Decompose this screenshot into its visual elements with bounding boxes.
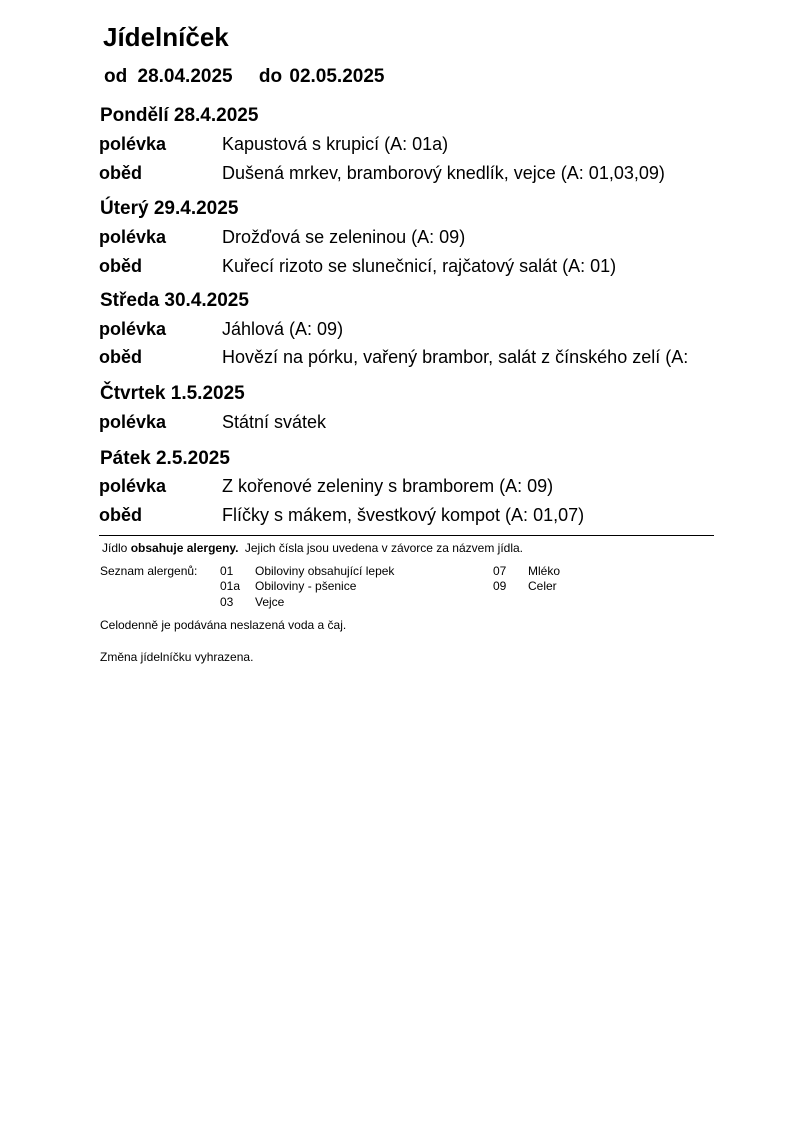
change-note: Změna jídelníčku vyhrazena.	[100, 650, 254, 664]
allergen-code: 01a	[220, 579, 241, 593]
meal-label-soup: polévka	[99, 227, 167, 247]
water-note: Celodenně je podávána neslazená voda a čaj.	[100, 618, 347, 632]
allergen-name: Mléko	[528, 564, 561, 578]
meal-text: Státní svátek	[222, 412, 327, 432]
day-heading: Úterý 29.4.2025	[100, 198, 239, 219]
allergen-notice	[102, 541, 523, 555]
meal-label-lunch: oběd	[99, 256, 142, 276]
meal-text: Flíčky s mákem, švestkový kompot (A: 01,07)	[222, 505, 585, 525]
allergen-code: 09	[493, 579, 507, 593]
allergen-code: 01	[220, 564, 234, 578]
to-date: 02.05.2025	[289, 66, 385, 87]
meal-text: Jáhlová (A: 09)	[222, 319, 344, 339]
meal-text: Kapustová s krupicí (A: 01a)	[222, 134, 449, 154]
allergen-notice-b: obsahuje alergeny.	[130, 541, 239, 555]
meal-text: Dušená mrkev, bramborový knedlík, vejce (A: 01,03,09)	[222, 163, 665, 183]
allergen-code: 03	[220, 595, 234, 609]
meal-label-lunch: oběd	[99, 163, 142, 183]
meal-label-lunch: oběd	[99, 505, 142, 525]
meal-text: Drožďová se zeleninou (A: 09)	[222, 227, 466, 247]
meal-text: Z kořenové zeleniny s bramborem (A: 09)	[222, 476, 554, 496]
page-title: Jídelníček	[103, 22, 229, 52]
allergen-name: Obiloviny obsahující lepek	[255, 564, 395, 578]
allergen-notice-a: Jídlo	[102, 541, 128, 555]
allergen-name: Obiloviny - pšenice	[255, 579, 357, 593]
allergen-code: 07	[493, 564, 507, 578]
allergen-list-label: Seznam alergenů:	[100, 564, 198, 578]
meal-label-soup: polévka	[99, 319, 167, 339]
day-heading: Pondělí 28.4.2025	[100, 105, 259, 126]
allergen-name: Vejce	[255, 595, 285, 609]
meal-label-soup: polévka	[99, 134, 167, 154]
day-heading: Pátek 2.5.2025	[100, 448, 230, 469]
day-heading: Středa 30.4.2025	[100, 290, 249, 311]
day-heading: Čtvrtek 1.5.2025	[100, 383, 245, 404]
from-date: 28.04.2025	[137, 66, 233, 87]
meal-text: Kuřecí rizoto se slunečnicí, rajčatový salát (A: 01)	[222, 256, 617, 276]
meal-label-lunch: oběd	[99, 347, 142, 367]
to-label: do	[258, 66, 283, 87]
allergen-name: Celer	[528, 579, 557, 593]
allergen-notice-c: Jejich čísla jsou uvedena v závorce za názvem jídla.	[244, 541, 523, 555]
from-label: od	[104, 66, 128, 87]
meal-text: Hovězí na pórku, vařený brambor, salát z čínského zelí (A:	[222, 347, 689, 367]
date-range	[104, 66, 384, 88]
meal-label-soup: polévka	[99, 476, 167, 496]
separator-rule	[99, 535, 714, 536]
meal-label-soup: polévka	[99, 412, 167, 432]
